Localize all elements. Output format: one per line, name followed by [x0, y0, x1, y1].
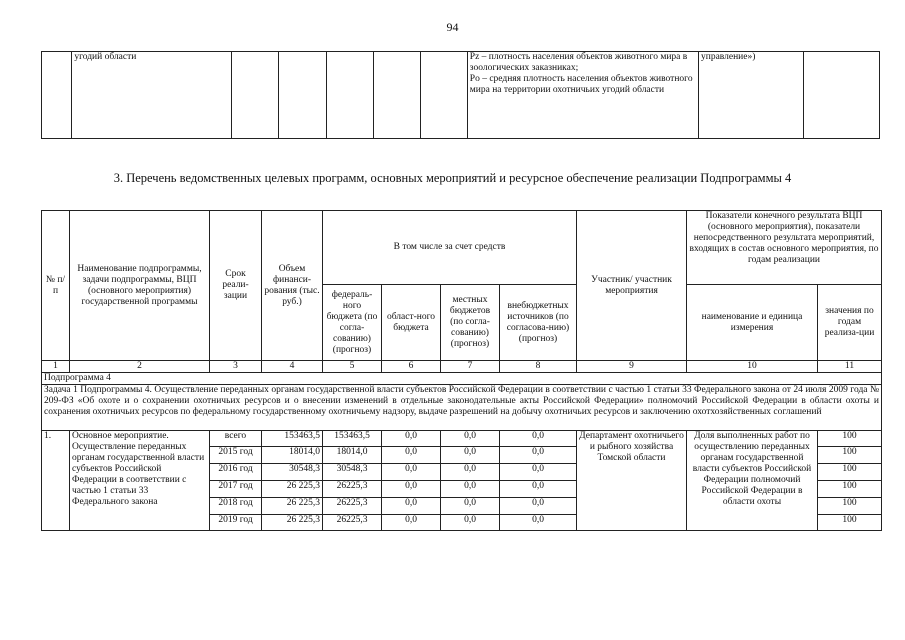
- subprogram-label: Подпрограмма 4: [42, 373, 882, 385]
- volume: 26 225,3: [262, 515, 323, 531]
- col-number: 10: [687, 361, 818, 373]
- cell: [420, 52, 467, 139]
- indicator-value: 100: [818, 515, 882, 531]
- po-text: Po – средняя плотность населения объектов животного мира на территории охотничьих угодий области: [469, 74, 693, 95]
- cell: [803, 52, 879, 139]
- header-local: местных бюджетов (по согла-сованию) (прогноз): [441, 285, 500, 361]
- col-number: 6: [382, 361, 441, 373]
- activity-name: Основное мероприятие. Осуществление переданных органам государственной власти субъектов Российской Федерации в соответствии с частью 1 статьи 33 Федерального закона: [70, 431, 210, 531]
- header-term: Срок реали-зации: [210, 211, 262, 361]
- header-federal: федераль-ного бюджета (по согла-сованию) (прогноз): [323, 285, 382, 361]
- period: всего: [210, 431, 262, 447]
- header-indicators: Показатели конечного результата ВЦП (основного мероприятия), показатели непосредственного результата мероприятий, входящих в состав основного мероприятия, по годам реализации: [687, 211, 882, 285]
- period: 2017 год: [210, 481, 262, 498]
- volume: 153463,5: [262, 431, 323, 447]
- activity-participant: Департамент охотничьего и рыбного хозяйства Томской области: [577, 431, 687, 531]
- col-number: 5: [323, 361, 382, 373]
- indicator-value: 100: [818, 464, 882, 481]
- indicator-value: 100: [818, 498, 882, 515]
- volume: 30548,3: [262, 464, 323, 481]
- regional: 0,0: [382, 515, 441, 531]
- period: 2015 год: [210, 447, 262, 464]
- col-number: 8: [500, 361, 577, 373]
- top-table-fragment: [41, 51, 880, 139]
- local: 0,0: [441, 498, 500, 515]
- header-participant: Участник/ участник мероприятия: [577, 211, 687, 361]
- header-volume: Объем финанси-рования (тыс. руб.): [262, 211, 323, 361]
- cell: [326, 52, 373, 139]
- period: 2019 год: [210, 515, 262, 531]
- cell: [373, 52, 420, 139]
- cell-text: угодий области: [72, 52, 232, 139]
- extra: 0,0: [500, 481, 577, 498]
- federal: 26225,3: [323, 481, 382, 498]
- volume: 18014,0: [262, 447, 323, 464]
- extra: 0,0: [500, 447, 577, 464]
- federal: 26225,3: [323, 515, 382, 531]
- col-number: 11: [818, 361, 882, 373]
- volume: 26 225,3: [262, 498, 323, 515]
- header-including: В том числе за счет средств: [323, 211, 577, 285]
- pz-text: Pz – плотность населения объектов животного мира в зоологических заказниках;: [469, 52, 688, 73]
- page-number: 94: [446, 20, 459, 34]
- extra: 0,0: [500, 515, 577, 531]
- activity-indicator: Доля выполненных работ по осуществлению переданных органам государственной власти субъектов Российской Федерации полномочий Российской Федерации в области охоты: [687, 431, 818, 531]
- regional: 0,0: [382, 447, 441, 464]
- cell: [232, 52, 279, 139]
- cell: [279, 52, 326, 139]
- col-number: 1: [42, 361, 70, 373]
- col-number: 7: [441, 361, 500, 373]
- header-regional: област-ного бюджета: [382, 285, 441, 361]
- period: 2016 год: [210, 464, 262, 481]
- regional: 0,0: [382, 498, 441, 515]
- period: 2018 год: [210, 498, 262, 515]
- formula-description: [467, 52, 698, 139]
- volume: 26 225,3: [262, 481, 323, 498]
- regional: 0,0: [382, 431, 441, 447]
- extra: 0,0: [500, 498, 577, 515]
- extra: 0,0: [500, 431, 577, 447]
- indicator-value: 100: [818, 481, 882, 498]
- header-name: Наименование подпрограммы, задачи подпрограммы, ВЦП (основного мероприятия) государственной программы: [70, 211, 210, 361]
- activity-num: 1.: [42, 431, 70, 531]
- col-number: 9: [577, 361, 687, 373]
- federal: 18014,0: [323, 447, 382, 464]
- federal: 30548,3: [323, 464, 382, 481]
- col-number: 4: [262, 361, 323, 373]
- indicator-value: 100: [818, 431, 882, 447]
- header-extra: внебюджетных источников (по согласова-нию) (прогноз): [500, 285, 577, 361]
- local: 0,0: [441, 431, 500, 447]
- task-text: Задача 1 Подпрограммы 4. Осуществление переданных органам государственной власти субъектов Российской Федерации в соответствии с частью 1 статьи 33 Федерального закона от 24 июля 2009 года № 209-ФЗ «Об охоте и о сохранении охотничьих ресурсов и о внесении изменений в отдельные законодательные акты Российской Федерации» полномочий Российской Федерации в области охоты и сохранения охотничьих ресурсов по федеральному государственному охотничьему надзору, выдаче разрешений на добычу охотничьих ресурсов и заключению охотхозяйственных соглашений: [42, 385, 882, 431]
- col-number: 3: [210, 361, 262, 373]
- header-ind-values: значения по годам реализа-ции: [818, 285, 882, 361]
- section-title: 3. Перечень ведомственных целевых программ, основных мероприятий и ресурсное обеспечение реализации Подпрограммы 4: [113, 171, 792, 185]
- cell-text: управление»): [698, 52, 803, 139]
- regional: 0,0: [382, 481, 441, 498]
- federal: 153463,5: [323, 431, 382, 447]
- header-ind-name: наименование и единица измерения: [687, 285, 818, 361]
- local: 0,0: [441, 515, 500, 531]
- col-number: 2: [70, 361, 210, 373]
- regional: 0,0: [382, 464, 441, 481]
- local: 0,0: [441, 464, 500, 481]
- cell: [42, 52, 72, 139]
- extra: 0,0: [500, 464, 577, 481]
- local: 0,0: [441, 481, 500, 498]
- header-num: № п/п: [42, 211, 70, 361]
- federal: 26225,3: [323, 498, 382, 515]
- local: 0,0: [441, 447, 500, 464]
- resource-table: [41, 210, 882, 531]
- indicator-value: 100: [818, 447, 882, 464]
